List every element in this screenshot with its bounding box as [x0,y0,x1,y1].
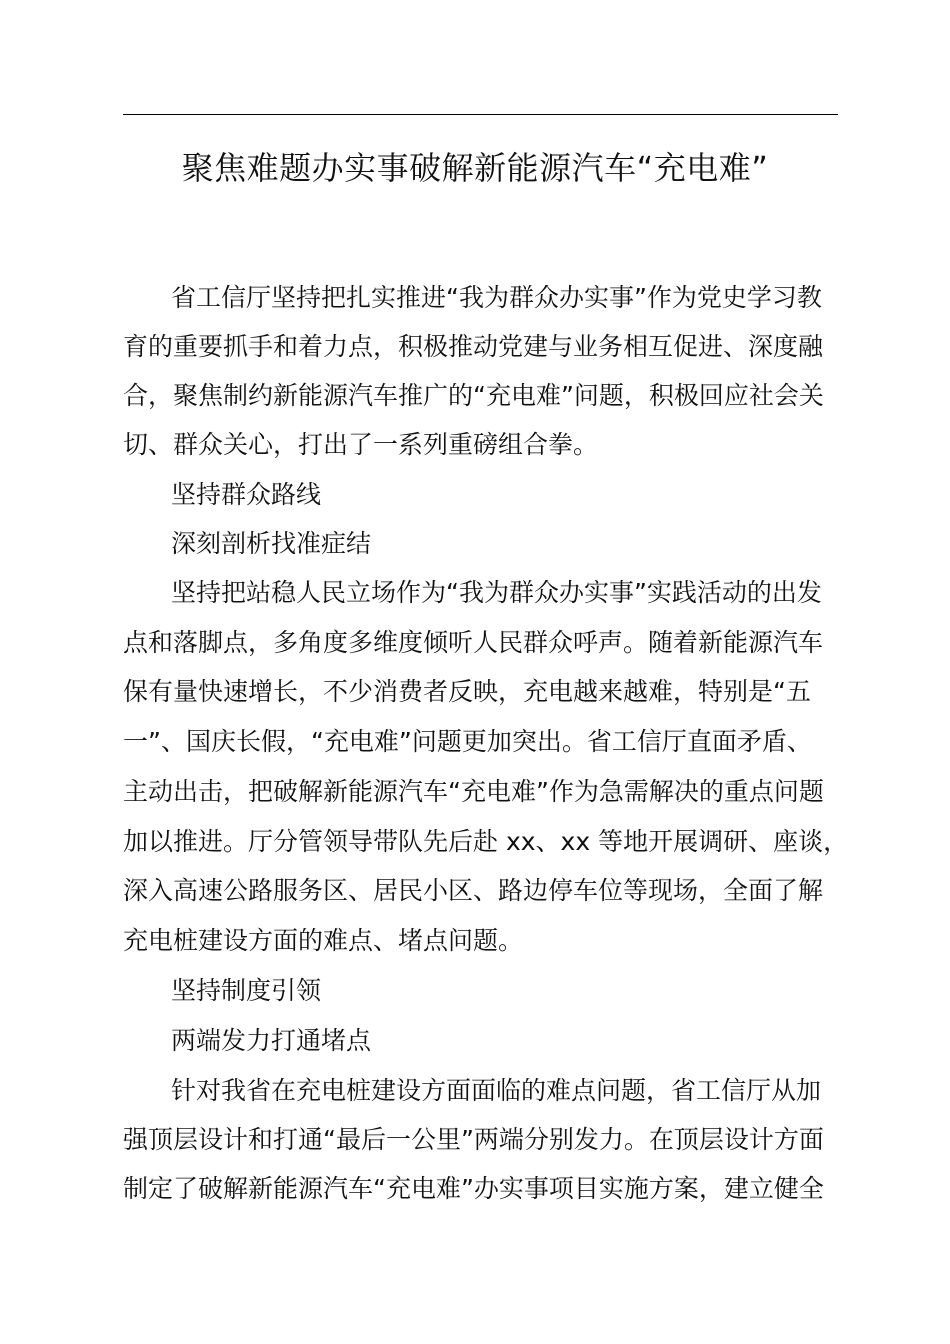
section-heading-1: 坚持群众路线 [171,480,322,509]
paragraph-2-line-3: 保有量快速增长，不少消费者反映，充电越来越难，特别是“五 [123,677,811,706]
header-rule [123,114,838,115]
paragraph-2-line-4: 一”、国庆长假，“充电难”问题更加突出。省工信厅直面矛盾、 [123,727,812,756]
paragraph-3-line-1: 针对我省在充电桩建设方面面临的难点问题，省工信厅从加 [171,1076,822,1105]
paragraph-1-line-2: 育的重要抓手和着力点，积极推动党建与业务相互促进、深度融 [123,332,824,361]
section-heading-2: 坚持制度引领 [171,976,322,1005]
paragraph-2-line-8: 充电桩建设方面的难点、堵点问题。 [123,926,524,955]
paragraph-1-line-3: 合，聚焦制约新能源汽车推广的“充电难”问题，积极回应社会关 [123,381,824,410]
paragraph-1-line-4: 切、群众关心，打出了一系列重磅组合拳。 [123,430,599,459]
paragraph-2-line-6: 加以推进。厅分管领导带队先后赴 xx、xx 等地开展调研、座谈， [123,827,849,856]
page-title: 聚焦难题办实事破解新能源汽车“充电难” [181,149,769,187]
section-subheading-2: 两端发力打通堵点 [171,1026,372,1055]
paragraph-2-line-5: 主动出击，把破解新能源汽车“充电难”作为急需解决的重点问题 [123,777,824,806]
paragraph-3-line-3: 制定了破解新能源汽车“充电难”办实事项目实施方案，建立健全 [123,1174,824,1203]
paragraph-2-line-7: 深入高速公路服务区、居民小区、路边停车位等现场，全面了解 [123,876,824,905]
paragraph-2-line-1: 坚持把站稳人民立场作为“我为群众办实事”实践活动的出发 [171,578,822,607]
paragraph-1-line-1: 省工信厅坚持把扎实推进“我为群众办实事”作为党史学习教 [171,283,822,312]
paragraph-2-line-2: 点和落脚点，多角度多维度倾听人民群众呼声。随着新能源汽车 [123,628,824,657]
section-subheading-1: 深刻剖析找准症结 [171,529,372,558]
paragraph-3-line-2: 强顶层设计和打通“最后一公里”两端分别发力。在顶层设计方面 [123,1125,824,1154]
